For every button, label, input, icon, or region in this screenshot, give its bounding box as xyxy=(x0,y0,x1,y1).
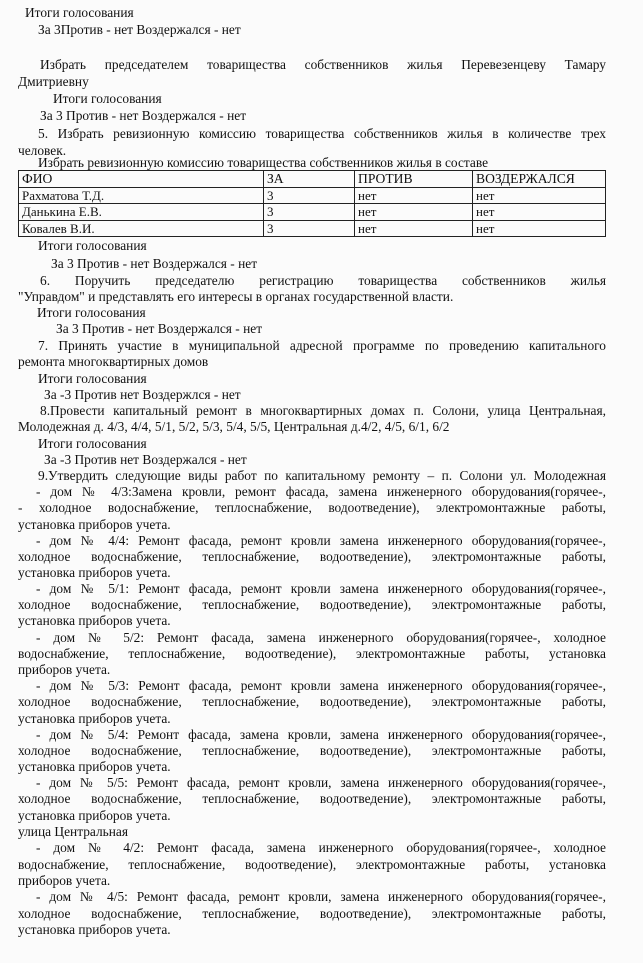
vote-results-line: За 3 Против - нет Воздержался - нет xyxy=(51,256,258,271)
paragraph-line: "Управдом" и представлять его интересы в органах государственной власти. xyxy=(18,289,454,304)
paragraph-line: ремонта многоквартирных домов xyxy=(18,354,209,369)
paragraph-line: водоснабжение, теплоснабжение, водоотведение), электромонтажные работы, установка xyxy=(18,646,606,661)
vote-results-heading: Итоги голосования xyxy=(37,305,146,320)
paragraph-line: установка приборов учета. xyxy=(18,565,171,580)
table-row xyxy=(19,220,606,237)
table-cell: Данькина Е.В. xyxy=(19,204,264,221)
paragraph-line: человек. xyxy=(18,143,67,158)
table-row xyxy=(19,187,606,204)
paragraph-line: холодное водоснабжение, теплоснабжение, водоотведение), электромонтажные работы, xyxy=(18,549,606,564)
vote-results-line: За 3 Против - нет Воздержался - нет xyxy=(40,108,247,123)
table-cell: нет xyxy=(355,204,473,221)
paragraph-line: холодное водоснабжение, теплоснабжение, водоотведение), электромонтажные работы, xyxy=(18,906,606,921)
paragraph-line: - дом № 4/4: Ремонт фасада, ремонт кровли замена инженерного оборудования(горячее-, xyxy=(36,533,606,548)
paragraph-line: установка приборов учета. xyxy=(18,711,171,726)
paragraph-line: 6. Поручить председателю регистрацию товарищества собственников жилья xyxy=(40,273,606,288)
paragraph-line: установка приборов учета. xyxy=(18,808,171,823)
paragraph-line: 9.Утвердить следующие виды работ по капитальному ремонту – п. Солони ул. Молодежная xyxy=(38,468,606,483)
paragraph-line: - дом № 5/2: Ремонт фасада, замена инженерного оборудования(горячее-, холодное xyxy=(36,630,606,645)
vote-results-heading: Итоги голосования xyxy=(38,238,147,253)
column-header: ВОЗДЕРЖАЛСЯ xyxy=(473,171,606,188)
paragraph-line: приборов учета. xyxy=(18,873,111,888)
paragraph-line: - дом № 5/3: Ремонт фасада, ремонт кровли замена инженерного оборудования(горячее-, xyxy=(36,678,606,693)
vote-results-heading: Итоги голосования xyxy=(38,436,147,451)
table-cell: 3 xyxy=(264,220,355,237)
table-cell: нет xyxy=(355,220,473,237)
paragraph-line: - дом № 4/3:Замена кровли, ремонт фасада, замена инженерного оборудования(горячее-, xyxy=(36,484,606,499)
paragraph-line: холодное водоснабжение, теплоснабжение, водоотведение), электромонтажные работы, xyxy=(18,791,606,806)
table-cell: Ковалев В.И. xyxy=(19,220,264,237)
column-header: ФИО xyxy=(19,171,264,188)
paragraph-line: холодное водоснабжение, теплоснабжение, водоотведение), электромонтажные работы, xyxy=(18,694,606,709)
paragraph-line: 7. Принять участие в муниципальной адресной программе по проведению капитального xyxy=(38,338,606,353)
paragraph-line: 5. Избрать ревизионную комиссию товарищества собственников жилья в количестве трех xyxy=(38,126,606,141)
table-caption: Избрать ревизионную комиссию товарищества собственников жилья в составе xyxy=(38,155,489,170)
paragraph-line: холодное водоснабжение, теплоснабжение, водоотведение), электромонтажные работы, xyxy=(18,597,606,612)
vote-results-heading: Итоги голосования xyxy=(25,5,134,20)
paragraph-line: Избрать председателем товарищества собственников жилья Перевезенцеву Тамару xyxy=(40,57,606,72)
paragraph-line: приборов учета. xyxy=(18,662,111,677)
paragraph-line: установка приборов учета. xyxy=(18,922,171,937)
table-header-row xyxy=(19,171,606,188)
paragraph-line: - дом № 5/4: Ремонт фасада, замена кровли, замена инженерного оборудования(горячее-, xyxy=(36,727,606,742)
column-header: ПРОТИВ xyxy=(355,171,473,188)
column-header: ЗА xyxy=(264,171,355,188)
table-cell: нет xyxy=(355,187,473,204)
vote-results-heading: Итоги голосования xyxy=(53,91,162,106)
paragraph-line: установка приборов учета. xyxy=(18,759,171,774)
paragraph-line: установка приборов учета. xyxy=(18,517,171,532)
vote-results-heading: Итоги голосования xyxy=(38,371,147,386)
vote-results-line: За 3 Против - нет Воздержался - нет xyxy=(56,321,263,336)
paragraph-line: - дом № 4/2: Ремонт фасада, замена инженерного оборудования(горячее-, холодное xyxy=(36,840,606,855)
paragraph-line: Молодежная д. 4/3, 4/4, 5/1, 5/2, 5/3, 5/4, 5/5, Центральная д.4/2, 4/5, 6/1, 6/2 xyxy=(18,419,450,434)
table-row xyxy=(19,204,606,221)
table-cell: Рахматова Т.Д. xyxy=(19,187,264,204)
paragraph-line: - дом № 5/5: Ремонт фасада, ремонт кровли, замена инженерного оборудования(горячее-, xyxy=(36,775,606,790)
vote-results-line: За 3Против - нет Воздержался - нет xyxy=(38,22,241,37)
vote-results-line: За -3 Против нет Воздержлся - нет xyxy=(44,387,241,402)
street-heading: улица Центральная xyxy=(18,824,129,839)
paragraph-line: - дом № 4/5: Ремонт фасада, ремонт кровли, замена инженерного оборудования(горячее-, xyxy=(36,889,606,904)
audit-commission-vote-table xyxy=(18,170,606,237)
paragraph-line: Дмитриевну xyxy=(18,74,89,89)
table-cell: 3 xyxy=(264,187,355,204)
table-cell: 3 xyxy=(264,204,355,221)
paragraph-line: установка приборов учета. xyxy=(18,613,171,628)
paragraph-line: 8.Провести капитальный ремонт в многоквартирных домах п. Солони, улица Центральная, xyxy=(40,403,606,418)
paragraph-line: холодное водоснабжение, теплоснабжение, водоотведение), электромонтажные работы, xyxy=(18,743,606,758)
table-cell: нет xyxy=(473,204,606,221)
paragraph-line: - дом № 5/1: Ремонт фасада, ремонт кровли замена инженерного оборудования(горячее-, xyxy=(36,581,606,596)
vote-results-line: За -3 Против нет Воздержался - нет xyxy=(44,452,247,467)
table-cell: нет xyxy=(473,220,606,237)
paragraph-line: - холодное водоснабжение, теплоснабжение, водоотведение), электромонтажные работы, xyxy=(18,500,606,515)
table-cell: нет xyxy=(473,187,606,204)
paragraph-line: водоснабжение, теплоснабжение, водоотведение), электромонтажные работы, установка xyxy=(18,857,606,872)
